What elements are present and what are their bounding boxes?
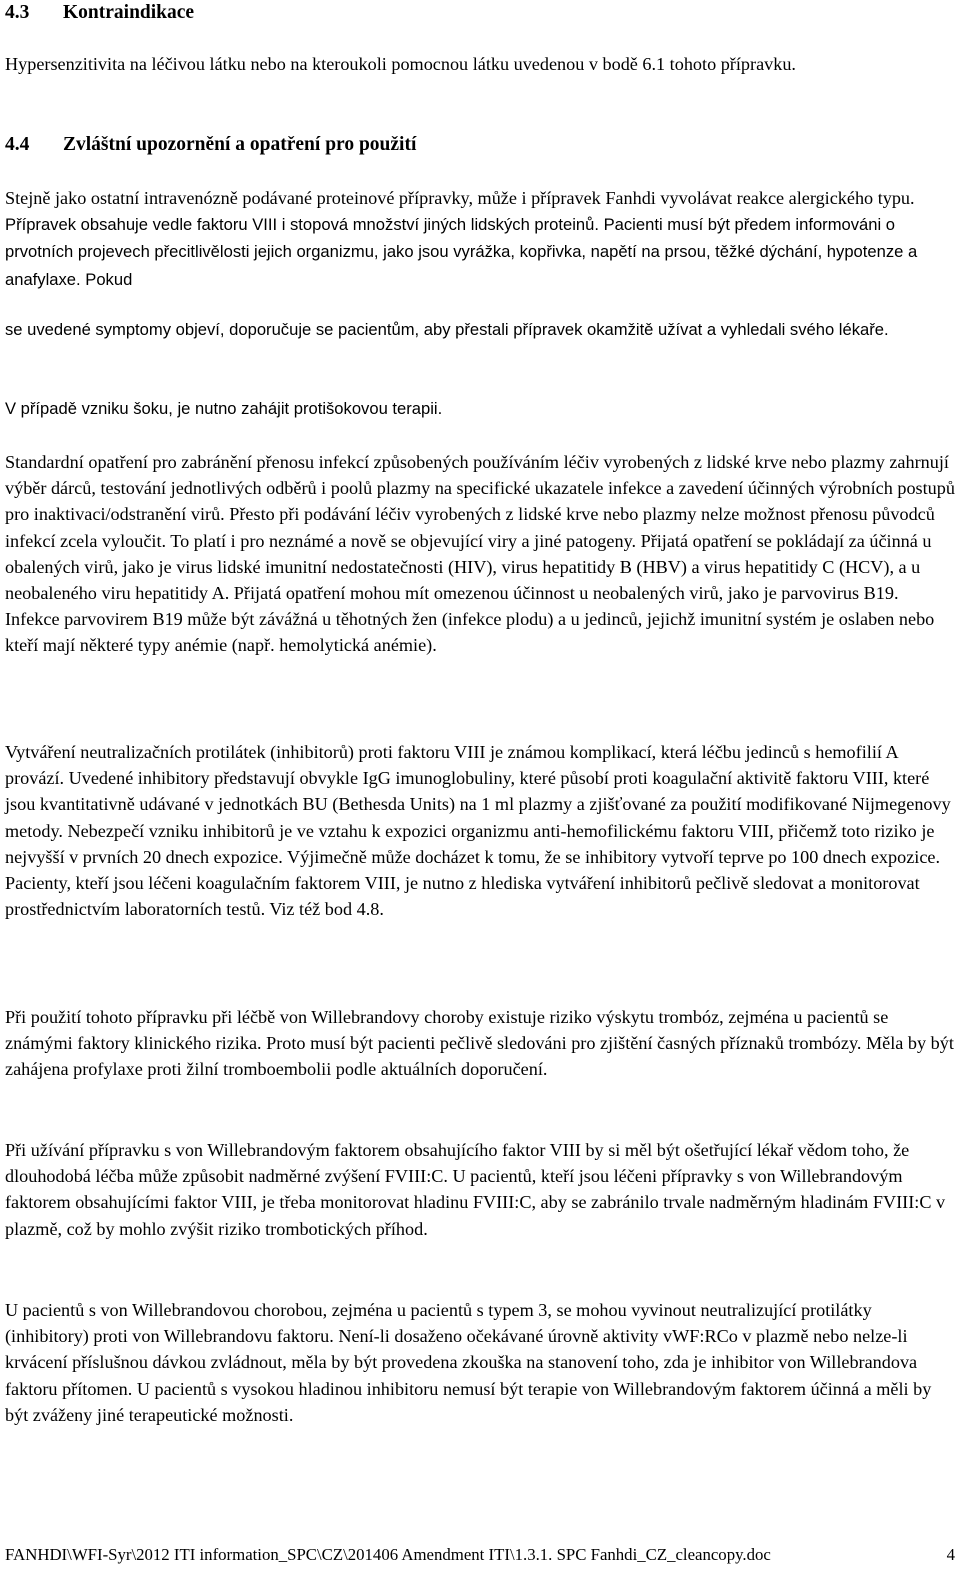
section-heading-4-4 (5, 132, 416, 158)
allergy-paragraph (5, 185, 955, 293)
section-number: 4.4 (5, 134, 30, 155)
symptoms-paragraph: se uvedené symptomy objeví, doporučuje se pacientům, aby přestali přípravek okamžitě užívat a vyhledali svého lékaře. (5, 320, 889, 339)
vwf-inhibitors-paragraph: U pacientů s von Willebrandovou chorobou, zejména u pacientů s typem 3, se mohou vyvinout neutralizující protilátky (inhibitory) proti von Willebrandovu faktoru. Není-li dosaženo očekávané úrovně aktivity vWF:RCo v plazmě nebo nelze-li krvácení příslušnou dávkou zvládnout, měla by být provedena zkouška na stanovení toho, zda je inhibitor von Willebrandova faktoru přítomen. U pacientů s vysokou hladinou inhibitoru nemusí být terapie von Willebrandovým faktorem účinná a měli by být zváženy jiné terapeutické možnosti. (5, 1300, 932, 1425)
section-title: Zvláštní upozornění a opatření pro použití (63, 134, 417, 155)
section-heading-4-3 (5, 0, 194, 26)
infection-paragraph: Standardní opatření pro zabránění přenosu infekcí způsobených používáním léčiv vyrobených z lidské krve nebo plazmy zahrnují výběr dárců, testování jednotlivých odběrů i poolů plazmy na specifické ukazatele infekce a zavedení účinných výrobních postupů pro inaktivaci/odstranění virů. Přesto při podávání léčiv vyrobených z lidské krve nebo plazmy nelze možnost přenosu původců infekcí zcela vyloučit. To platí i pro neznámé a nově se objevující viry a jiné patogeny. Přijatá opatření se pokládají za účinná u obalených virů, jako je virus lidské imunitní nedostatečnosti (HIV), virus hepatitidy B (HBV) a virus hepatitidy C (HCV), a u neobaleného viru hepatitidy A. Přijatá opatření mohou mít omezenou účinnost u neobalených virů, jako je parvovirus B19. Infekce parvovirem B19 může být závážná u těhotných žen (infekce plodu) a u jedinců, jejichž imunitní systém je oslaben nebo kteří mají některé typy anémie (např. hemolytická anémie). (5, 452, 955, 656)
contraindication-paragraph: Hypersenzitivita na léčivou látku nebo na kteroukoli pomocnou látku uvedenou v bodě 6.1 tohoto přípravku. (5, 54, 796, 74)
section-title: Kontraindikace (63, 2, 195, 23)
allergy-text-sans: Přípravek obsahuje vedle faktoru VIII i stopová množství jiných lidských proteinů. Pacienti musí být předem informováni o prvotních projevech přecitlivělosti jejich organizmu, jako jsou vyrážka, kopřivka, napětí na prsou, těžké dýchání, hypotenze a anafylaxe. Pokud (5, 215, 918, 289)
allergy-text-serif: Stejně jako ostatní intravenózně podávané proteinové přípravky, může i přípravek Fanhdi vyvolávat reakce alergického typu. (5, 188, 915, 208)
shock-paragraph: V případě vzniku šoku, je nutno zahájit protišokovou terapii. (5, 399, 443, 418)
thrombosis-paragraph: Při použití tohoto přípravku při léčbě von Willebrandovy choroby existuje riziko výskytu trombóz, zejména u pacientů se známými faktory klinického rizika. Proto musí být pacienti pečlivě sledováni pro zjištění časných příznaků trombózy. Měla by být zahájena profylaxe proti žilní tromboembolii podle aktuálních doporučení. (5, 1007, 954, 1080)
footer-file-path: FANHDI\WFI-Syr\2012 ITI information_SPC\CZ\201406 Amendment ITI\1.3.1. SPC Fanhdi_CZ_cleancopy.doc (5, 1545, 771, 1564)
page-number: 4 (946, 1545, 955, 1564)
page-footer (5, 1543, 955, 1567)
fviii-monitoring-paragraph: Při užívání přípravku s von Willebrandovým faktorem obsahujícího faktor VIII by si měl být ošetřující lékař vědom toho, že dlouhodobá léčba může způsobit nadměrné zvýšení FVIII:C. U pacientů, kteří jsou léčeni přípravky s von Willebrandovým faktorem obsahujícími faktor VIII, je třeba monitorovat hladinu FVIII:C, aby se zabránilo trvale nadměrným hladinám FVIII:C v plazmě, což by mohlo zvýšit riziko trombotických příhod. (5, 1140, 946, 1239)
section-number: 4.3 (5, 2, 30, 23)
inhibitors-paragraph: Vytváření neutralizačních protilátek (inhibitorů) proti faktoru VIII je známou komplikací, která léčbu jedinců s hemofilií A provází. Uvedené inhibitory představují obvykle IgG imunoglobuliny, které působí proti koagulační aktivitě faktoru VIII, které jsou kvantitativně udávané v jednotkách BU (Bethesda Units) na 1 ml plazmy a zjišťované za použití modifikované Nijmegenovy metody. Nebezpečí vzniku inhibitorů je ve vztahu k expozici organizmu anti-hemofilickému faktoru VIII, přičemž toto riziko je nejvyšší v prvních 20 dnech expozice. Výjimečně může docházet k tomu, že se inhibitory vytvoří teprve po 100 dnech expozice. Pacienty, kteří jsou léčeni koagulačním faktorem VIII, je nutno z hlediska vytváření inhibitorů pečlivě sledovat a monitorovat prostřednictvím laboratorních testů. Viz též bod 4.8. (5, 742, 951, 920)
